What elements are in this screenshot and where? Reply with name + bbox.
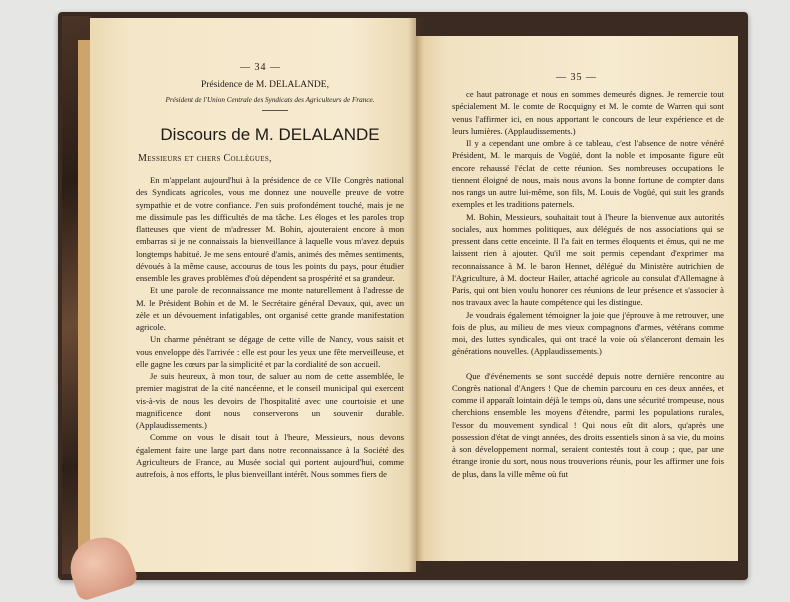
left-page bbox=[90, 18, 416, 572]
paragraph: Et une parole de reconnaissance me monte naturellement à l'adresse de M. le Président Bohin et de M. le Secrétaire général Devaux, qui, avec un zèle et un dévouement infatigables, ont organisé cette grande manifestation agricole. bbox=[136, 285, 404, 332]
page-number: — 34 — bbox=[240, 62, 281, 73]
paragraph: Que d'événements se sont succédé depuis notre dernière rencontre au Congrès national d'Angers ! Que de chemin parcouru en ces deux années, et comme il apparaît lointain déjà le temps où, dans une sécurité trompeuse, nous cherchions ensemble les moyens d'étendre, parmi les populations rurales, l'essor du mouvement syndical ! Qui nous eût dit alors, qu'après une possession d'état de vingt années, des droits essentiels sinon à sa vie, du moins à son développement normal, seraient contestés tout à coup ; que, par une étrange ironie du sort, nous nous trouverions réunis, pour les affirmer une fois de plus, dans la ville même où fut bbox=[452, 370, 724, 479]
paragraph: M. Bohin, Messieurs, souhaitait tout à l'heure la bienvenue aux autorités sociales, aux hommes politiques, aux délégués de nos associations qui se pressent dans cette enceinte. Il l'a fait en termes éloquents et émus, qui ne me laissent rien à ajouter. Qu'il me soit permis cependant d'exprimer ma reconnaissance à M. le baron Hennet, délégué du Ministère autrichien de l'Agriculture, à M. docteur Hailer, attaché agricole au consulat d'Allemagne à Paris, qui ont bien voulu honorer ces réunions de leur présence et s'associer à nos travaux avec la haute compétence qui les distingue. bbox=[452, 211, 724, 308]
right-body-text bbox=[452, 88, 724, 480]
presidence-line: Présidence de M. DELALANDE, bbox=[201, 80, 329, 90]
paragraph: ce haut patronage et nous en sommes demeurés dignes. Je remercie tout spécialement M. le comte de Rocquigny et M. le comte de Warren qui sont venus l'affirmer ici, en nous apportant le concours de leur expérience et de leurs lumières. (Applaudissements.) bbox=[452, 89, 724, 136]
right-page bbox=[416, 36, 738, 561]
left-body-text bbox=[136, 174, 404, 480]
president-subtitle: Président de l'Union Centrale des Syndicats des Agriculteurs de France. bbox=[165, 96, 375, 104]
paragraph: Un charme pénétrant se dégage de cette ville de Nancy, vous saisit et vous enveloppe dès l'arrivée : elle est pour les yeux une fête merveilleuse, et elle gagne les cœurs par la simplicité et par la cordialité de son accueil. bbox=[136, 334, 404, 369]
paragraph: Je voudrais également témoigner la joie que j'éprouve à me retrouver, une fois de plus, au milieu de mes vieux compagnons d'armes, vétérans comme moi, des luttes syndicales, qui ont tracé la voie où s'élanceront demain les générations nouvelles. (Applaudissements.) bbox=[452, 309, 724, 357]
paragraph: Je suis heureux, à mon tour, de saluer au nom de cette assemblée, le premier magistrat de la cité nancéenne, et le conseil municipal qui exercent vis-à-vis de nous les devoirs de l'hospitalité avec une courtoisie et une magnificence dont nous conserverons un souvenir durable. (Applaudissements.) bbox=[136, 371, 404, 430]
book-gutter bbox=[408, 18, 424, 572]
paragraph: En m'appelant aujourd'hui à la présidence de ce VIIe Congrès national des Syndicats agricoles, vous me donnez une nouvelle preuve de votre sympathie et de votre confiance. J'en suis profondément touché, mais je ne me dissimule pas les difficultés de ma tâche. Les éloges et les paroles trop flatteuses que vient de m'adresser M. Bohin, ajouteraient encore à mon embarras si je ne connaissais la bienveillance à laquelle vous m'avez depuis longtemps habitué. Je me sens entouré d'amis, animés des mêmes sentiments, dévoués à la même cause, accourus de tous les points du pays, pour étudier ensemble les graves problèmes d'où dépendent sa prospérité et sa grandeur. bbox=[136, 175, 404, 283]
paragraph: Il y a cependant une ombre à ce tableau, c'est l'absence de notre vénéré Président, M. le marquis de Vogüé, dont la noble et imposante figure eût encore rehaussé l'éclat de cette réunion. Ses nombreuses occupations le tiennent éloigné de nous, mais nous avons la bonne fortune de compter dans nos rangs un autre lui-même, son fils, M. Louis de Vogüé, qui suit les grands exemples et les traditions paternels. bbox=[452, 138, 724, 210]
page-number: — 35 — bbox=[556, 72, 597, 83]
paragraph: Comme on vous le disait tout à l'heure, Messieurs, nous devons également faire une large part dans notre reconnaissance à la Société des Agriculteurs de France, au Musée social qui portent aujourd'hui, comme autrefois, à nos efforts, le plus bienveillant intérêt. Nous sommes fiers de bbox=[136, 432, 404, 479]
speech-heading: Discours de M. DELALANDE bbox=[160, 125, 380, 144]
divider bbox=[262, 110, 288, 111]
salutation: Messieurs et chers Collègues, bbox=[138, 153, 272, 164]
